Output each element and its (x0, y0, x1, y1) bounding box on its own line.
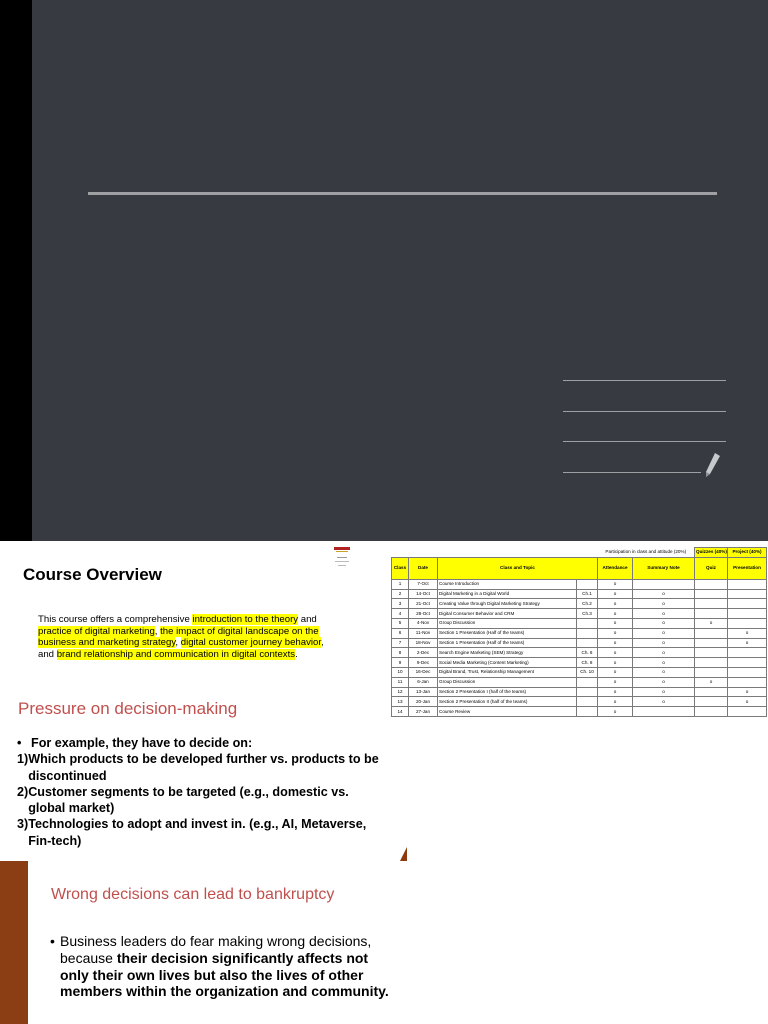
table-cell-pres: o (728, 687, 767, 697)
column-header-topic: Class and Topic (438, 557, 598, 579)
column-header-class: Class (392, 557, 409, 579)
table-row (392, 707, 767, 717)
column-header-summary: Summary Note (633, 557, 695, 579)
list-item-text: Technologies to adopt and invest in. (e.g., AI, Metaverse, Fin-tech) (28, 817, 367, 848)
table-cell-pres (728, 579, 767, 589)
table-cell-sum (633, 707, 695, 717)
body-text-regular: Business leaders do fear making wrong decisions, because (60, 933, 372, 966)
table-cell-topic: Digital Brand, Trust, Relationship Management (438, 667, 577, 677)
title-divider (88, 192, 717, 195)
table-cell-att: o (598, 589, 633, 599)
table-row (392, 589, 767, 599)
table-cell-sum: o (633, 697, 695, 707)
table-cell-n: 1 (392, 579, 409, 589)
table-cell-date: 27-Jan (409, 707, 438, 717)
table-cell-ch (577, 579, 598, 589)
table-cell-ch (577, 697, 598, 707)
table-cell-ch (577, 638, 598, 648)
table-cell-pres (728, 677, 767, 687)
table-cell-ch (577, 628, 598, 638)
table-cell-n: 5 (392, 618, 409, 628)
blank-line (563, 380, 726, 381)
bullet: • (17, 736, 22, 750)
table-cell-quiz (695, 697, 728, 707)
table-cell-n: 8 (392, 648, 409, 658)
table-cell-date: 28-Oct (409, 609, 438, 619)
column-header-presentation: Presentation (728, 557, 767, 579)
table-cell-pres: o (728, 628, 767, 638)
table-row (392, 667, 767, 677)
table-row (392, 609, 767, 619)
column-header-quiz: Quiz (695, 557, 728, 579)
table-cell-att: o (598, 677, 633, 687)
table-cell-quiz (695, 589, 728, 599)
table-cell-ch: Ch. 6 (577, 648, 598, 658)
table-cell-quiz (695, 667, 728, 677)
highlighted-text: the impact of digital landscape on the business and marketing strategy (38, 625, 319, 649)
table-cell-date: 20-Jan (409, 697, 438, 707)
slide-title: Course Overview (23, 565, 162, 584)
table-cell-att: o (598, 579, 633, 589)
table-cell-n: 9 (392, 658, 409, 668)
table-cell-sum: o (633, 677, 695, 687)
table-cell-att: o (598, 687, 633, 697)
table-cell-ch: Ch.2 (577, 599, 598, 609)
table-cell-sum: o (633, 667, 695, 677)
table-row (392, 677, 767, 687)
table-cell-sum: o (633, 648, 695, 658)
table-cell-topic: Group Discussion (438, 677, 577, 687)
table-cell-sum: o (633, 638, 695, 648)
table-cell-pres (728, 618, 767, 628)
table-cell-ch: Ch. 8 (577, 658, 598, 668)
list-item-number: 2) (17, 784, 29, 799)
table-cell-n: 12 (392, 687, 409, 697)
table-cell-att: o (598, 697, 633, 707)
table-row (392, 579, 767, 589)
pencil-icon (703, 452, 721, 478)
table-cell-topic: Social Media Marketing (Content Marketing) (438, 658, 577, 668)
table-cell-n: 6 (392, 628, 409, 638)
quizzes-group-header: Quizzes (40%) (695, 548, 728, 558)
list-item (17, 816, 389, 849)
table-cell-quiz (695, 707, 728, 717)
table-cell-ch: Ch.3 (577, 609, 598, 619)
section-heading: Pressure on decision-making (18, 699, 238, 718)
table-cell-date: 9-Dec (409, 658, 438, 668)
table-cell-pres (728, 589, 767, 599)
blank-line (563, 411, 726, 412)
course-schedule-table (391, 547, 767, 717)
table-cell-topic: Course Review (438, 707, 577, 717)
table-cell-topic: Course Introduction (438, 579, 577, 589)
table-cell-date: 18-Nov (409, 638, 438, 648)
table-cell-n: 10 (392, 667, 409, 677)
bankruptcy-slide (0, 861, 768, 1024)
table-row (392, 648, 767, 658)
list-item-text: Which products to be developed further vs. products to be discontinued (28, 752, 379, 783)
course-description (38, 614, 342, 660)
table-cell-pres (728, 609, 767, 619)
table-cell-pres (728, 599, 767, 609)
table-cell-topic: Search Engine Marketing (SEM) Strategy (438, 648, 577, 658)
table-cell-sum: o (633, 628, 695, 638)
table-cell-att: o (598, 628, 633, 638)
table-cell-topic: Section 1 Presentation (Half of the teams) (438, 638, 577, 648)
column-header-date: Date (409, 557, 438, 579)
table-cell-date: 11-Nov (409, 628, 438, 638)
table-group-header-row (392, 548, 767, 558)
list-intro-text: For example, they have to decide on: (31, 736, 253, 750)
description-text: and (298, 614, 317, 625)
table-cell-sum: o (633, 687, 695, 697)
column-header-attendance: Attendance (598, 557, 633, 579)
table-cell-date: 4-Nov (409, 618, 438, 628)
table-cell-sum: o (633, 609, 695, 619)
highlighted-text: practice of digital marketing (38, 625, 155, 637)
table-cell-n: 4 (392, 609, 409, 619)
description-text: . (295, 648, 298, 660)
list-item-number: 3) (17, 817, 29, 832)
table-cell-quiz: o (695, 677, 728, 687)
table-cell-pres: o (728, 697, 767, 707)
list-item-text: Customer segments to be targeted (e.g., domestic vs. global market) (28, 784, 349, 816)
table-row (392, 687, 767, 697)
participation-group-header: Participation in class and attitude (20%) (605, 549, 687, 555)
table-cell-date: 14-Oct (409, 589, 438, 599)
table-cell-n: 11 (392, 677, 409, 687)
highlighted-text: brand relationship and communication in digital contexts (56, 648, 296, 660)
highlighted-text: introduction to the theory (192, 614, 299, 625)
body-text (60, 933, 400, 1000)
highlighted-text: digital customer journey behavior (180, 637, 322, 649)
table-row (392, 658, 767, 668)
table-cell-n: 3 (392, 599, 409, 609)
title-slide-panel (32, 0, 768, 541)
table-cell-ch: Ch.1 (577, 589, 598, 599)
table-cell-n: 14 (392, 707, 409, 717)
table-cell-quiz (695, 648, 728, 658)
corner-accent (400, 847, 407, 861)
slide-title: Wrong decisions can lead to bankruptcy (51, 886, 335, 903)
university-logo-icon (330, 545, 354, 575)
description-text: This course offers a comprehensive (38, 614, 193, 625)
accent-bar (0, 861, 28, 1024)
table-cell-date: 7-Oct (409, 579, 438, 589)
table-cell-att: o (598, 648, 633, 658)
table-row (392, 628, 767, 638)
project-group-header: Project (40%) (728, 548, 767, 558)
list-intro (17, 735, 389, 751)
body-text-bold: their decision significantly affects not only their own lives but also the lives of other members within the organization and community. (60, 949, 389, 1000)
table-cell-quiz (695, 609, 728, 619)
description-text: , (175, 637, 181, 649)
table-cell-n: 13 (392, 697, 409, 707)
table-cell-pres (728, 658, 767, 668)
table-cell-att: o (598, 667, 633, 677)
table-cell-date: 13-Jan (409, 687, 438, 697)
list-item (17, 751, 389, 784)
table-cell-pres: o (728, 638, 767, 648)
table-cell-sum: o (633, 618, 695, 628)
table-cell-ch (577, 707, 598, 717)
table-cell-att: o (598, 658, 633, 668)
table-cell-quiz: o (695, 618, 728, 628)
table-cell-pres (728, 707, 767, 717)
table-cell-date: 16-Dec (409, 667, 438, 677)
table-row (392, 599, 767, 609)
table-cell-pres (728, 648, 767, 658)
description-text: , (154, 625, 161, 637)
table-cell-date: 21-Oct (409, 599, 438, 609)
table-cell-quiz (695, 658, 728, 668)
table-header-row (392, 557, 767, 579)
table-cell-pres (728, 667, 767, 677)
table-cell-quiz (695, 638, 728, 648)
table-cell-quiz (695, 579, 728, 589)
table-cell-topic: Section 1 Presentation (Half of the teams) (438, 628, 577, 638)
table-cell-ch (577, 677, 598, 687)
table-cell-sum (633, 579, 695, 589)
table-cell-sum: o (633, 658, 695, 668)
table-cell-topic: Section 2 Presentation I (half of the teams) (438, 687, 577, 697)
table-cell-sum: o (633, 599, 695, 609)
table-cell-att: o (598, 618, 633, 628)
table-cell-att: o (598, 707, 633, 717)
table-cell-ch (577, 618, 598, 628)
table-cell-quiz (695, 599, 728, 609)
course-overview-slide (0, 541, 768, 861)
table-cell-ch: Ch. 10 (577, 667, 598, 677)
table-row (392, 618, 767, 628)
blank-line (563, 472, 701, 473)
table-cell-topic: Section 2 Presentation II (half of the teams) (438, 697, 577, 707)
table-cell-topic: Digital Consumer Behavior and CRM (438, 609, 577, 619)
table-cell-date: 2-Dec (409, 648, 438, 658)
table-cell-n: 7 (392, 638, 409, 648)
table-cell-att: o (598, 599, 633, 609)
table-cell-ch (577, 687, 598, 697)
table-cell-att: o (598, 609, 633, 619)
table-cell-quiz (695, 628, 728, 638)
table-cell-date: 6-Jan (409, 677, 438, 687)
table-row (392, 697, 767, 707)
description-text: , and (38, 637, 324, 660)
slide-body (50, 933, 400, 1000)
table-cell-n: 2 (392, 589, 409, 599)
table-cell-topic: Group Discussion (438, 618, 577, 628)
table-cell-att: o (598, 638, 633, 648)
table-row (392, 638, 767, 648)
table-cell-sum: o (633, 589, 695, 599)
table-cell-topic: Creating Value through Digital Marketing Strategy (438, 599, 577, 609)
bullet: • (50, 933, 55, 949)
table-cell-quiz (695, 687, 728, 697)
list-item-number: 1) (17, 752, 29, 767)
list-item (17, 784, 389, 817)
blank-line (563, 441, 726, 442)
decision-list (17, 735, 389, 849)
table-cell-topic: Digital Marketing in a Digital World (438, 589, 577, 599)
